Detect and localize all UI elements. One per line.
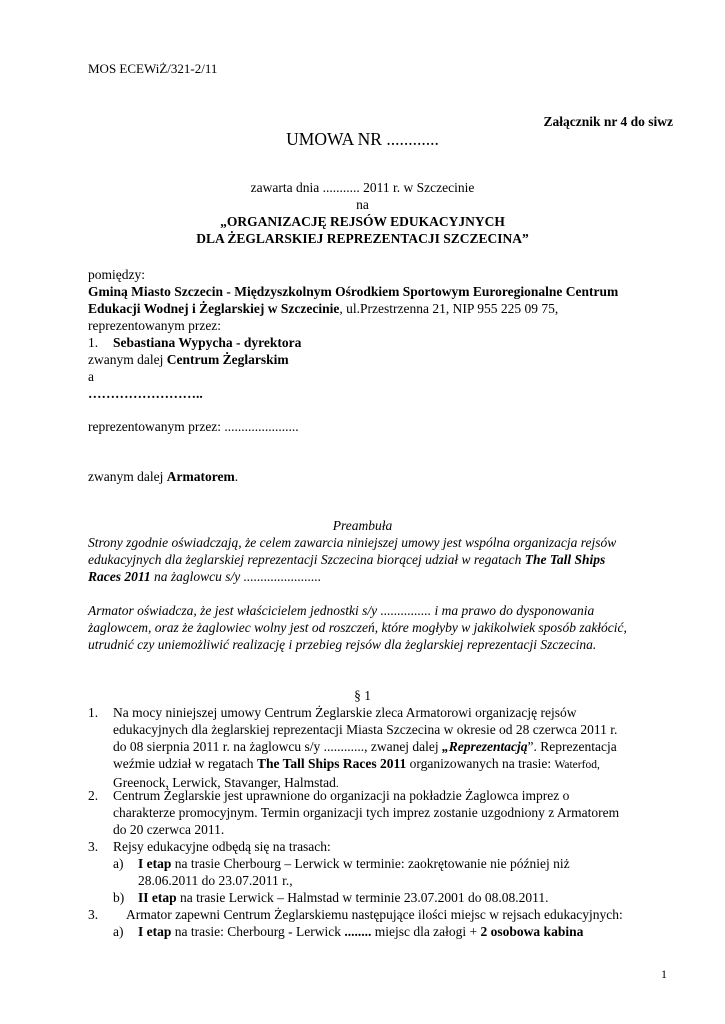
item3-line1: Rejsy edukacyjne odbędą się na trasach: bbox=[113, 839, 331, 854]
item3-b-label: b) bbox=[113, 890, 125, 905]
rep-number: 1. bbox=[88, 335, 99, 350]
preamble-p2-line3: utrudnić czy uniemożliwić realizację i przebieg rejsów dla żeglarskiej reprezentacji Szczecina. bbox=[88, 637, 597, 652]
item4-a-label: a) bbox=[113, 924, 124, 939]
item1-line3c: ”. Reprezentacja bbox=[527, 739, 617, 754]
representative-name: Sebastiana Wypycha - dyrektora bbox=[113, 335, 302, 350]
called-line bbox=[88, 351, 674, 368]
subject-line-2: DLA ŻEGLARSKIEJ REPREZENTACJI SZCZECINA” bbox=[196, 231, 529, 246]
item2-line2: charakterze promocyjnym. Termin organizacji tych imprez zostanie uzgodniony z Armatorem bbox=[113, 805, 620, 820]
item4-a-crew: miejsc dla załogi + bbox=[371, 924, 481, 939]
item1-line5a: Greenock, Lerwick, Stavanger, Halmstad bbox=[113, 775, 336, 790]
annex-label: Załącznik nr 4 do siwz bbox=[543, 114, 673, 129]
item1-line4d: Waterfod, bbox=[554, 759, 600, 771]
item3-b-line1-text: na trasie Lerwick – Halmstad w terminie 23.07.2001 do 08.08.2011. bbox=[176, 890, 549, 905]
item1-line3a: do 08 sierpnia 2011 r. na żaglowcu s/y ............, zwanej dalej bbox=[113, 739, 443, 754]
item3-b-line1 bbox=[138, 889, 673, 906]
item1-line4c: organizowanych na trasie: bbox=[406, 756, 555, 771]
preamble-event-year: Races 2011 bbox=[88, 569, 151, 584]
item3-a-text bbox=[138, 855, 673, 889]
preamble-paragraph-2 bbox=[88, 602, 674, 653]
item4-number: 3. bbox=[88, 907, 99, 922]
parties-block bbox=[88, 266, 674, 402]
called-name: Centrum Żeglarskim bbox=[166, 352, 289, 367]
item2-line1: Centrum Żeglarskie jest uprawnione do organizacji na pokładzie Żaglowca imprez o bbox=[113, 788, 570, 803]
item1-number: 1. bbox=[88, 705, 99, 720]
item3-a-line1 bbox=[138, 855, 673, 872]
item1-line5b: . bbox=[335, 778, 339, 790]
preamble-p2-line1: Armator oświadcza, że jest właścicielem jednostki s/y ............... i ma prawo do dysponowania bbox=[88, 603, 595, 618]
party1-name-bold: Edukacji Wodnej i Żeglarskiej w Szczecinie bbox=[88, 301, 340, 316]
item1-line3 bbox=[113, 738, 673, 755]
preamble-p1-line3 bbox=[88, 568, 674, 585]
item4-a-dots: ........ bbox=[344, 924, 372, 939]
item4-a-cabin: 2 osobowa kabina bbox=[480, 924, 584, 939]
item4-a-text bbox=[138, 923, 673, 940]
contract-title: UMOWA NR ............ bbox=[286, 129, 439, 149]
called2-prefix: zwanym dalej bbox=[88, 469, 167, 484]
item2-text bbox=[113, 787, 673, 838]
called-prefix: zwanym dalej bbox=[88, 352, 167, 367]
representative-line bbox=[88, 334, 674, 351]
item3-b-text bbox=[138, 889, 673, 906]
item1-text bbox=[113, 704, 673, 793]
represented-by-2: reprezentowanym przez: ...................... bbox=[88, 419, 299, 434]
document-reference: MOS ECEWiŻ/321-2/11 bbox=[88, 61, 218, 76]
item3-a-stage: I etap bbox=[138, 856, 172, 871]
item1-line4a: weźmie udział w regatach bbox=[113, 756, 257, 771]
page-number: 1 bbox=[661, 967, 667, 981]
subject-line-1: „ORGANIZACJĘ REJSÓW EDUKACYJNYCH bbox=[220, 214, 505, 229]
preamble-event-name: The Tall Ships bbox=[524, 552, 606, 567]
party1-name-line1: Gminą Miasto Szczecin - Międzyszkolnym Ośrodkiem Sportowym Euroregionalne Centrum bbox=[88, 284, 619, 299]
item3-a-label: a) bbox=[113, 856, 124, 871]
item4-a-route: na trasie: Cherbourg - Lerwick bbox=[171, 924, 345, 939]
item2-line3: do 20 czerwca 2011. bbox=[113, 822, 225, 837]
preamble-paragraph-1 bbox=[88, 534, 674, 585]
preamble-p1-line2a: edukacyjnych dla żeglarskiej reprezentacji Szczecina biorącej udział w regatach bbox=[88, 552, 525, 567]
item4-line1: Armator zapewni Centrum Żeglarskiemu następujące ilości miejsc w rejsach edukacyjnych: bbox=[126, 907, 623, 922]
section-1-heading: § 1 bbox=[354, 688, 371, 703]
preamble-p1-line1: Strony zgodnie oświadczają, że celem zawarcia niniejszej umowy jest wspólna organizacja rejsów bbox=[88, 535, 617, 550]
party1-name-line2 bbox=[88, 300, 674, 317]
and-label: a bbox=[88, 369, 94, 384]
item1-representation: „Reprezentacją bbox=[442, 739, 528, 754]
item3-a-line2: 28.06.2011 do 23.07.2011 r., bbox=[138, 873, 293, 888]
concluded-line: zawarta dnia ........... 2011 r. w Szczecinie bbox=[250, 180, 475, 195]
item4-a-line1 bbox=[138, 923, 673, 940]
item3-number: 3. bbox=[88, 839, 99, 854]
item4-a-stage: I etap bbox=[138, 924, 172, 939]
item3-a-line1-text: na trasie Cherbourg – Lerwick w terminie: zaokrętowanie nie później niż bbox=[171, 856, 570, 871]
preamble-p1-line2 bbox=[88, 551, 674, 568]
party2-placeholder: …………………….. bbox=[88, 386, 203, 401]
preamble-p2-line2: żaglowcem, oraz że żaglowiec wolny jest od roszczeń, które mogłyby w jakikolwiek sposób zakłócić, bbox=[88, 620, 627, 635]
preamble-heading: Preambuła bbox=[332, 518, 393, 533]
item1-event: The Tall Ships Races 2011 bbox=[256, 756, 407, 771]
item2-number: 2. bbox=[88, 788, 99, 803]
item1-line2: edukacyjnych dla żeglarskiej reprezentacji Miasta Szczecina w okresie od 28 czerwca 2011 r. bbox=[113, 722, 618, 737]
item3-b-stage: II etap bbox=[138, 890, 177, 905]
called2-line bbox=[88, 468, 674, 485]
item1-line4 bbox=[113, 755, 673, 774]
called2-name: Armatorem bbox=[166, 469, 235, 484]
preamble-p1-line3b: na żaglowcu s/y ....................... bbox=[150, 569, 322, 584]
item1-line1: Na mocy niniejszej umowy Centrum Żeglarskie zleca Armatorowi organizację rejsów bbox=[113, 705, 577, 720]
represented-by-label: reprezentowanym przez: bbox=[88, 318, 222, 333]
between-label: pomiędzy: bbox=[88, 267, 145, 282]
on-line: na bbox=[356, 197, 369, 212]
party1-address: , ul.Przestrzenna 21, NIP 955 225 09 75, bbox=[339, 301, 559, 316]
called2-suffix: . bbox=[234, 469, 239, 484]
